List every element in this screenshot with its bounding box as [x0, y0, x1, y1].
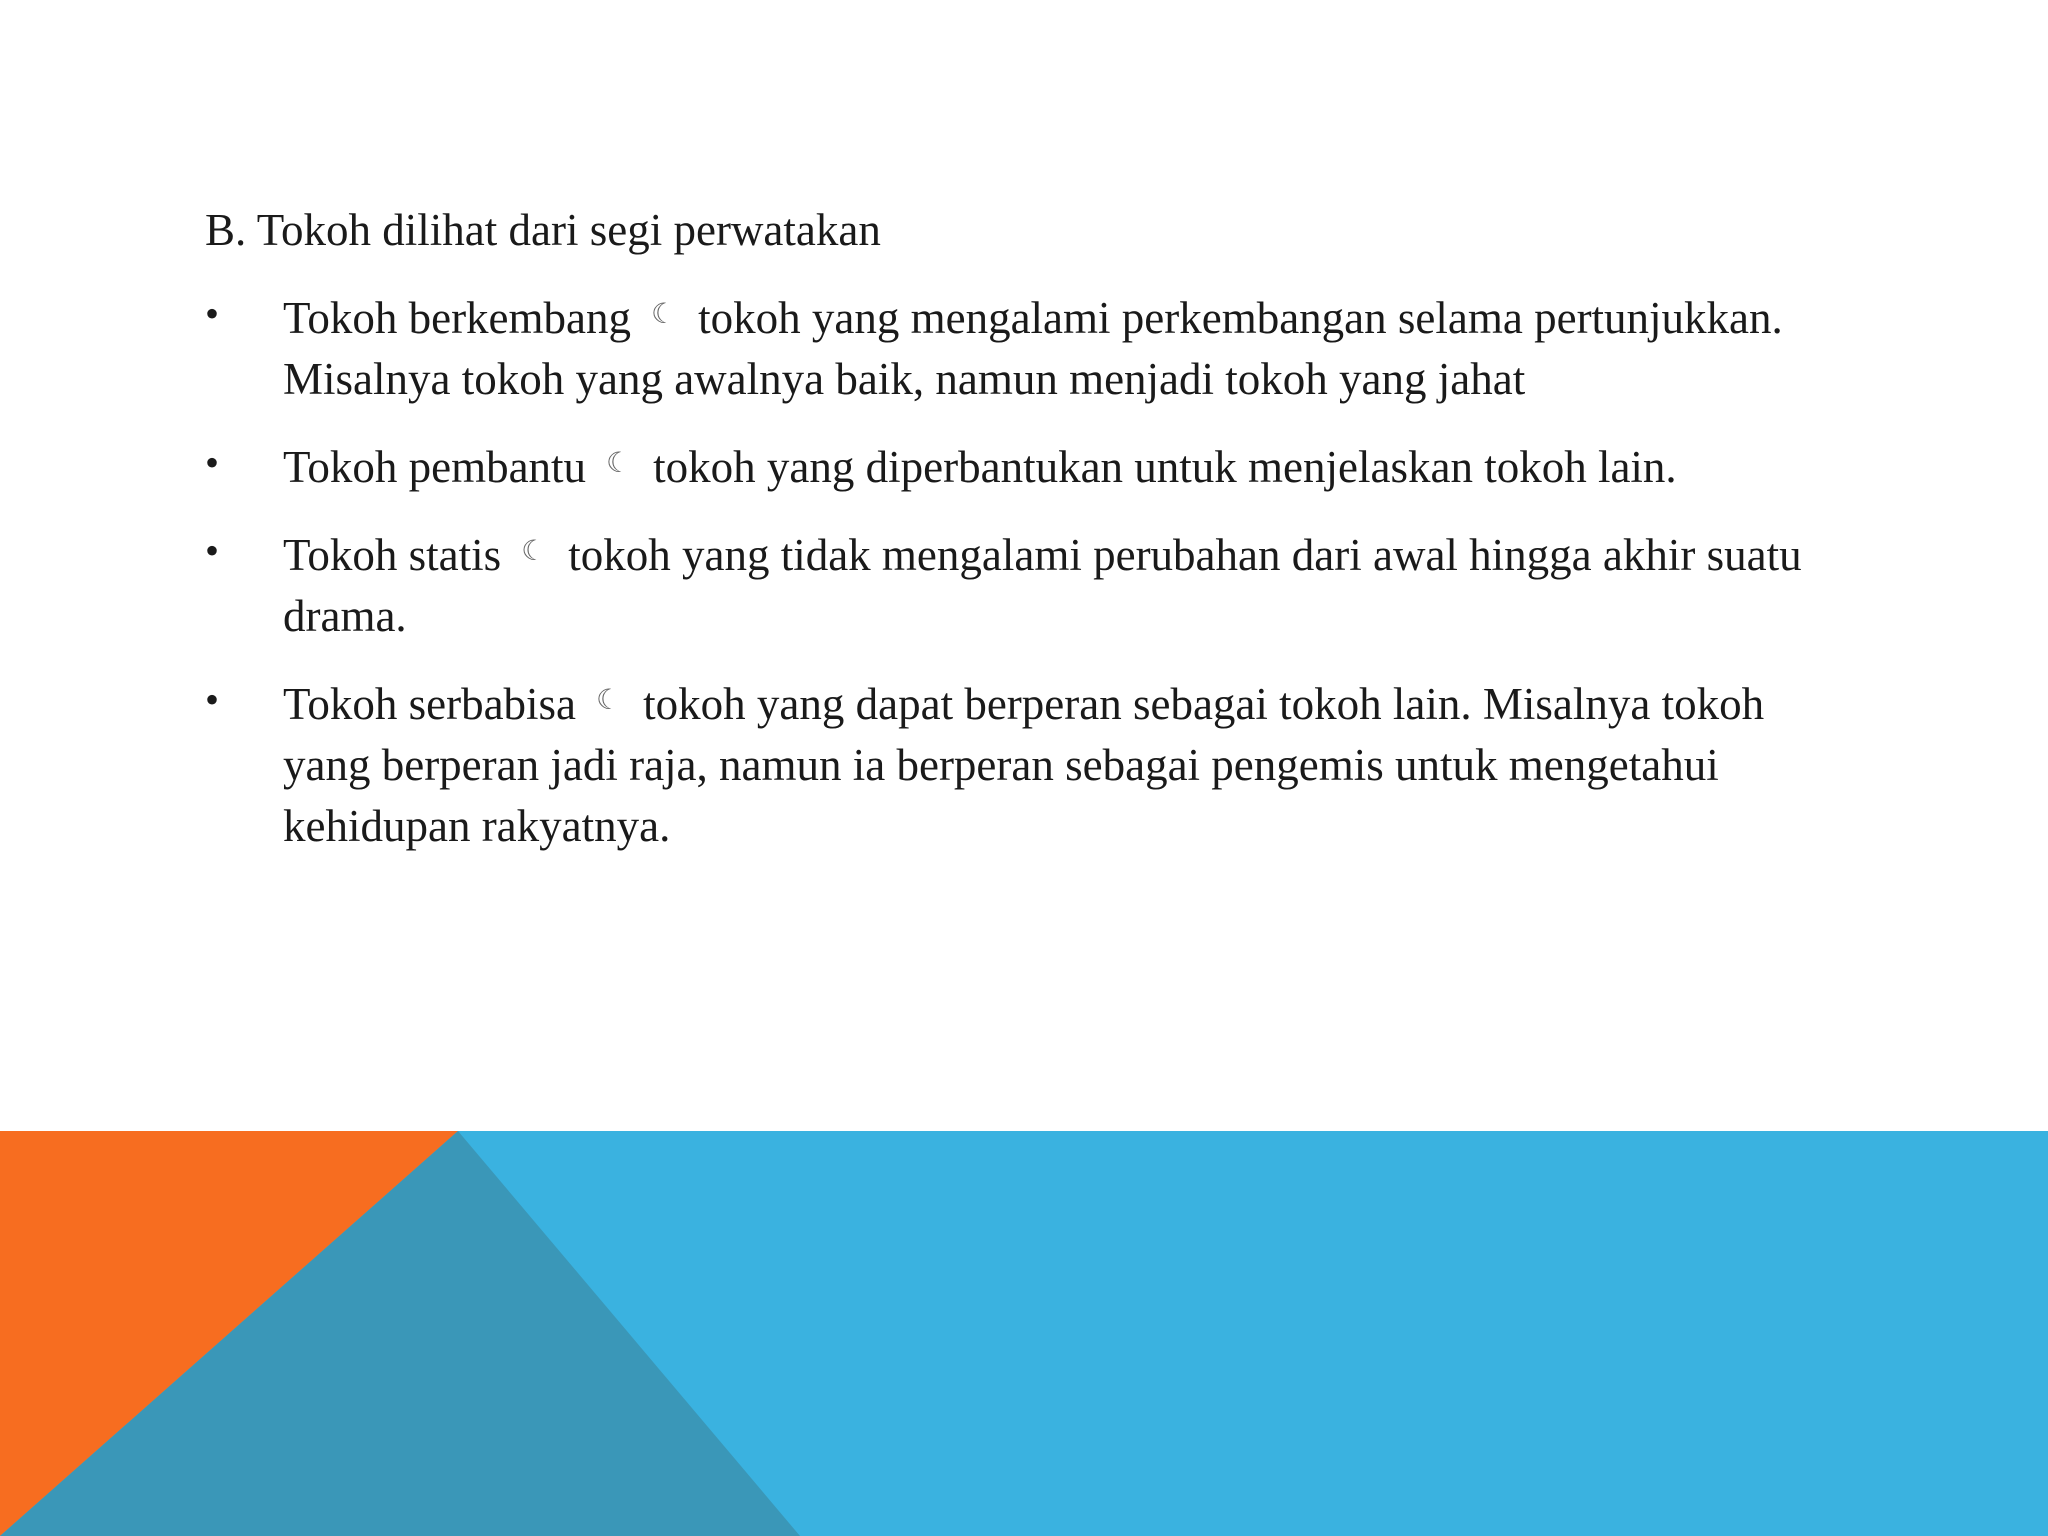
term-label: Tokoh serbabisa [283, 679, 577, 729]
slide-heading: B. Tokoh dilihat dari segi perwatakan [205, 205, 881, 255]
moon-icon: ☾ [651, 297, 677, 330]
list-item [205, 283, 1825, 410]
list-item [205, 669, 1825, 857]
term-description: tokoh yang dapat berperan sebagai tokoh lain. Misalnya tokoh yang berperan jadi raja, namun ia berperan sebagai pengemis untuk mengetahui kehidupan rakyatnya. [283, 679, 1765, 851]
bullet-icon: • [205, 677, 220, 722]
term-label: Tokoh berkembang [283, 293, 632, 343]
bullet-icon: • [205, 528, 220, 573]
decorative-footer-band [0, 1131, 2048, 1536]
bullet-icon: • [205, 440, 220, 485]
list-item [205, 520, 1825, 647]
moon-icon: ☾ [596, 683, 622, 716]
moon-icon: ☾ [521, 534, 547, 567]
bullet-list [205, 283, 1825, 857]
term-description: tokoh yang mengalami perkembangan selama pertunjukkan. Misalnya tokoh yang awalnya baik, namun menjadi tokoh yang jahat [283, 293, 1783, 404]
list-item [205, 432, 1825, 498]
moon-icon: ☾ [606, 446, 632, 479]
slide-body [205, 200, 1825, 879]
bullet-icon: • [205, 291, 220, 336]
term-description: tokoh yang tidak mengalami perubahan dari awal hingga akhir suatu drama. [283, 530, 1802, 641]
term-label: Tokoh pembantu [283, 442, 587, 492]
term-label: Tokoh statis [283, 530, 502, 580]
term-description: tokoh yang diperbantukan untuk menjelaskan tokoh lain. [653, 442, 1677, 492]
